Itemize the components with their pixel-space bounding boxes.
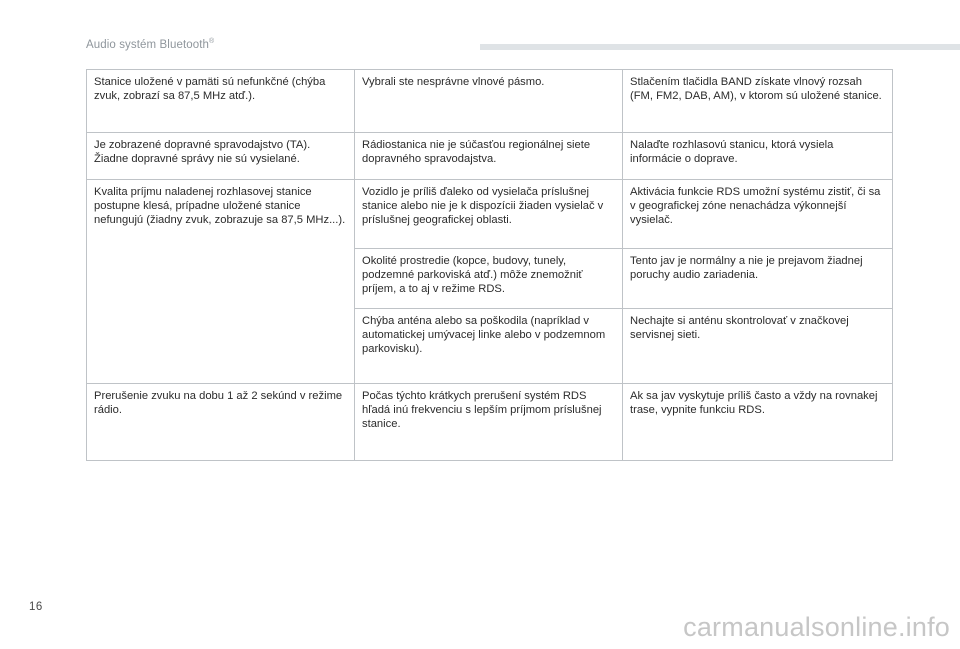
solution-cell: Aktivácia funkcie RDS umožní systému zistiť, či sa v geografickej zóne nenachádza výkonnejší vysielač. bbox=[623, 180, 893, 249]
solution-cell: Ak sa jav vyskytuje príliš často a vždy na rovnakej trase, vypnite funkciu RDS. bbox=[623, 384, 893, 461]
problem-cell: Je zobrazené dopravné spravodajstvo (TA). Žiadne dopravné správy nie sú vysielané. bbox=[87, 133, 355, 180]
section-title-text: Audio systém Bluetooth bbox=[86, 38, 210, 51]
solution-cell: Tento jav je normálny a nie je prejavom žiadnej poruchy audio zariadenia. bbox=[623, 249, 893, 309]
table-row bbox=[87, 180, 893, 249]
problem-cell: Stanice uložené v pamäti sú nefunkčné (chýba zvuk, zobrazí sa 87,5 MHz atď.). bbox=[87, 70, 355, 133]
solution-cell: Stlačením tlačidla BAND získate vlnový rozsah (FM, FM2, DAB, AM), v ktorom sú uložené stanice. bbox=[623, 70, 893, 133]
cause-cell: Okolité prostredie (kopce, budovy, tunely, podzemné parkoviská atď.) môže znemožniť príjem, a to aj v režime RDS. bbox=[355, 249, 623, 309]
solution-cell: Nalaďte rozhlasovú stanicu, ktorá vysiela informácie o doprave. bbox=[623, 133, 893, 180]
table-row bbox=[87, 133, 893, 180]
page-number: 16 bbox=[29, 601, 43, 613]
problem-cell: Prerušenie zvuku na dobu 1 až 2 sekúnd v režime rádio. bbox=[87, 384, 355, 461]
cause-cell: Vybrali ste nesprávne vlnové pásmo. bbox=[355, 70, 623, 133]
cause-cell: Chýba anténa alebo sa poškodila (napríklad v automatickej umývacej linke alebo v podzemnom parkovisku). bbox=[355, 309, 623, 384]
solution-cell: Nechajte si anténu skontrolovať v značkovej servisnej sieti. bbox=[623, 309, 893, 384]
table-row bbox=[87, 70, 893, 133]
problem-cell: Kvalita príjmu naladenej rozhlasovej stanice postupne klesá, prípadne uložené stanice nefungujú (žiadny zvuk, zobrazuje sa 87,5 MHz...). bbox=[87, 180, 355, 384]
table-row bbox=[87, 384, 893, 461]
section-title bbox=[86, 38, 214, 51]
header-bar bbox=[480, 44, 960, 50]
watermark: carmanualsonline.info bbox=[683, 612, 950, 642]
cause-cell: Rádiostanica nie je súčasťou regionálnej siete dopravného spravodajstva. bbox=[355, 133, 623, 180]
cause-cell: Počas týchto krátkych prerušení systém RDS hľadá inú frekvenciu s lepším príjmom príslušnej stanice. bbox=[355, 384, 623, 461]
cause-cell: Vozidlo je príliš ďaleko od vysielača príslušnej stanice alebo nie je k dispozícii žiaden vysielač v príslušnej geografickej oblasti. bbox=[355, 180, 623, 249]
troubleshooting-table bbox=[86, 69, 893, 461]
registered-mark: ® bbox=[209, 38, 215, 45]
